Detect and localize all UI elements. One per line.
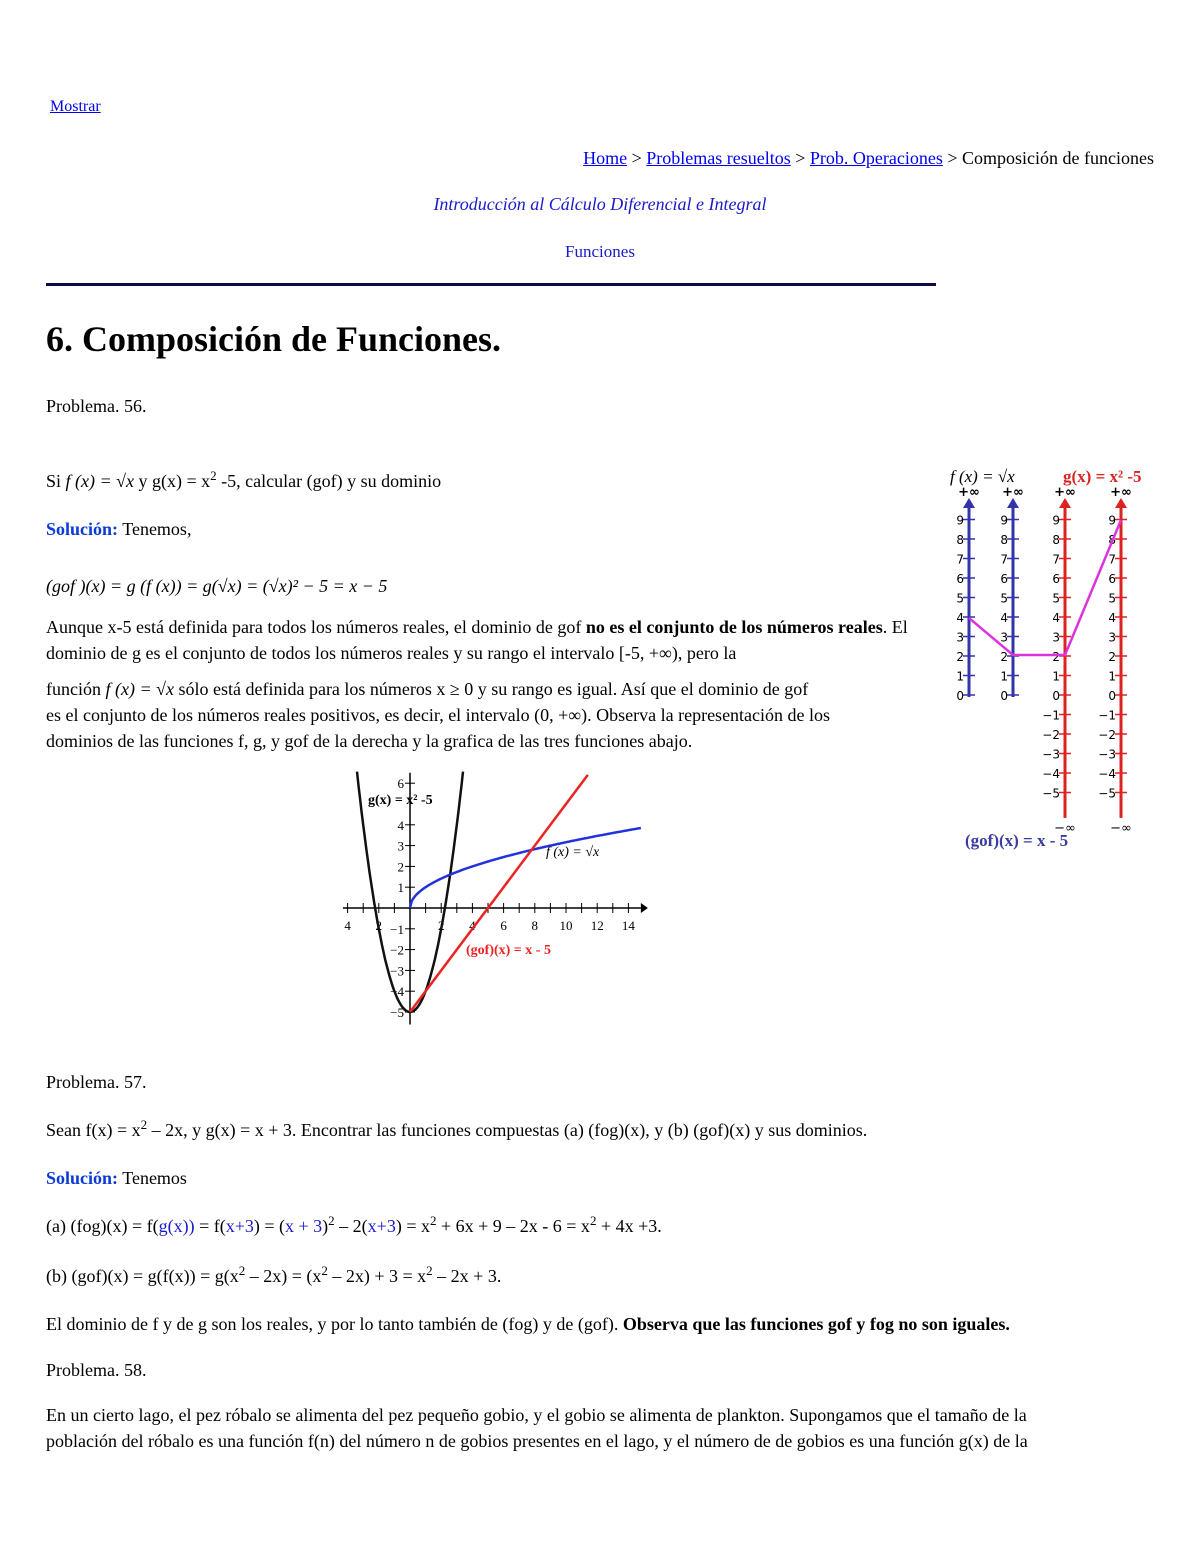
gof-graph-label: (gof)(x) = x - 5 xyxy=(466,943,551,958)
exponent: 2 xyxy=(426,1263,433,1278)
composition-formula: (gof )(x) = g (f (x)) = g(√x) = (√x)² − 5 = x − 5 xyxy=(46,576,388,596)
tick-label: 7 xyxy=(1000,552,1008,567)
section-title: Funciones xyxy=(565,242,635,261)
statement-text: Sean f(x) = x xyxy=(46,1120,141,1140)
math-text: ) xyxy=(322,1216,329,1236)
minus-infinity-label: −∞ xyxy=(1110,820,1132,836)
problem-57-conclusion xyxy=(46,1311,1010,1337)
tick-label: −4 xyxy=(1042,767,1060,781)
problem-57-statement xyxy=(46,1117,867,1143)
gof-line xyxy=(410,775,588,1012)
tick-label: 4 xyxy=(1000,611,1008,625)
math-text: + 6x + 9 – 2x - 6 = x xyxy=(436,1216,590,1236)
x-tick-label: 4 xyxy=(344,918,351,933)
plus-infinity-label: +∞ xyxy=(1110,485,1132,500)
tick-label: 4 xyxy=(1052,611,1060,625)
math-text: – 2x) + 3 = x xyxy=(327,1266,427,1286)
math-highlight: x+3 xyxy=(225,1216,254,1236)
breadcrumb xyxy=(583,148,1154,169)
y-tick-label: −5 xyxy=(390,1005,404,1020)
paragraph-text: En un cierto lago, el pez róbalo se alimenta del pez pequeño gobio, y el gobio se alimenta de plankton. Supongamos que el tamaño de la xyxy=(46,1405,1027,1425)
mapping-path xyxy=(969,520,1121,655)
problem-56-statement xyxy=(46,468,441,494)
y-tick-label: −4 xyxy=(390,984,404,1000)
x-tick-label: 2 xyxy=(375,918,383,933)
breadcrumb-sep: > xyxy=(790,148,810,168)
tick-label: 8 xyxy=(1052,533,1060,547)
breadcrumb-home[interactable]: Home xyxy=(583,148,628,168)
tick-label: 5 xyxy=(956,591,964,606)
x-tick-label: 12 xyxy=(590,918,604,933)
paragraph-text: Aunque x-5 está definida para todos los números reales, el dominio de gof xyxy=(46,617,586,637)
tick-label: 5 xyxy=(1108,591,1116,606)
domains-diagram xyxy=(945,458,1170,858)
g-label: g(x) = x² -5 xyxy=(1063,467,1142,486)
tick-label: 4 xyxy=(956,611,964,625)
tick-label: 1 xyxy=(956,669,964,684)
statement-rest: -5, calcular (gof) y su dominio xyxy=(221,471,442,491)
tick-label: 2 xyxy=(1108,650,1116,664)
f-graph-label: f (x) = √x xyxy=(546,845,600,860)
math-highlight: x+3 xyxy=(367,1216,396,1236)
exponent: 2 xyxy=(328,1213,335,1228)
tick-label: 2 xyxy=(1052,650,1060,664)
exponent: 2 xyxy=(429,1213,437,1228)
tick-label: −4 xyxy=(1098,767,1116,781)
f-label: f (x) = √x xyxy=(950,467,1015,486)
g-definition: y g(x) = x xyxy=(138,471,211,491)
tick-label: −3 xyxy=(1098,747,1116,762)
tick-label: 8 xyxy=(1108,533,1116,547)
tick-label: −1 xyxy=(1042,708,1060,723)
math-text: = f( xyxy=(194,1216,226,1236)
tick-label: 3 xyxy=(1108,630,1116,645)
y-tick-label: 6 xyxy=(397,776,404,792)
si-text: Si xyxy=(46,471,62,491)
f-definition: f (x) = √x xyxy=(105,679,174,699)
tick-label: 3 xyxy=(1000,630,1008,645)
breadcrumb-sep: > xyxy=(627,148,647,168)
tenemos-text: Tenemos, xyxy=(122,519,192,539)
page-title: 6. Composición de Funciones. xyxy=(46,319,502,359)
y-tick-label: −1 xyxy=(390,921,404,937)
tick-label: −2 xyxy=(1042,728,1060,742)
x-tick-label: 10 xyxy=(559,918,573,933)
paragraph-text: sólo está definida para los números x ≥ 0 y su rango es igual. Así que el dominio de gof xyxy=(178,679,809,699)
breadcrumb-problemas[interactable]: Problemas resueltos xyxy=(646,148,791,168)
problem-58-text xyxy=(46,1402,1166,1454)
tick-label: 4 xyxy=(1108,611,1116,625)
y-tick-label: 4 xyxy=(397,817,404,833)
breadcrumb-prob-operaciones[interactable]: Prob. Operaciones xyxy=(809,148,943,168)
math-text: – 2( xyxy=(334,1216,368,1236)
header-divider xyxy=(46,283,936,286)
emphasis-text: no es el conjunto de los números reales xyxy=(585,617,883,637)
x-tick-label: 14 xyxy=(621,918,635,933)
solucion-label: Solución: xyxy=(46,519,119,539)
tick-label: 2 xyxy=(956,650,964,664)
math-text: ) = ( xyxy=(253,1216,286,1236)
x-tick-label: 2 xyxy=(437,918,445,933)
problem-56-label: Problema. 56. xyxy=(46,396,147,416)
tick-label: 6 xyxy=(1052,572,1060,586)
tick-label: 5 xyxy=(1000,591,1008,606)
minus-infinity-label: −∞ xyxy=(1054,820,1076,836)
gof-derivation xyxy=(46,1263,501,1289)
tick-label: 0 xyxy=(956,689,964,703)
paragraph-text: población del róbalo es una función f(n) del número n de gobios presentes en el lago, y el número de de gobios es una función g(x) de la xyxy=(46,1431,1028,1451)
tick-label: 9 xyxy=(1000,513,1008,528)
tick-label: 7 xyxy=(956,552,964,567)
math-text: ) = x xyxy=(395,1216,430,1236)
tick-label: 1 xyxy=(1000,669,1008,684)
f-definition: f (x) = √x xyxy=(65,471,135,491)
math-text: + 4x +3. xyxy=(596,1216,662,1236)
exponent: 2 xyxy=(210,468,217,483)
math-text: – 2x) = (x xyxy=(245,1266,322,1286)
functions-graph xyxy=(338,766,648,1028)
solucion-label: Solución: xyxy=(46,1168,119,1188)
tick-label: 9 xyxy=(1052,513,1060,528)
domain-paragraph xyxy=(46,614,938,666)
y-tick-label: 3 xyxy=(397,838,404,854)
tick-label: −2 xyxy=(1098,728,1116,742)
paragraph-text: El dominio de f y de g son los reales, y por lo tanto también de (fog) y de (gof). xyxy=(46,1314,623,1334)
paragraph-text: función xyxy=(46,679,101,699)
x-tick-label: 4 xyxy=(469,918,476,933)
plus-infinity-label: +∞ xyxy=(958,485,980,500)
emphasis-text: Observa que las funciones gof y fog no son iguales. xyxy=(622,1314,1010,1334)
exponent: 2 xyxy=(140,1117,148,1132)
y-tick-label: 1 xyxy=(397,880,404,896)
tick-label: −3 xyxy=(1042,747,1060,762)
plus-infinity-label: +∞ xyxy=(1002,485,1024,500)
fog-derivation xyxy=(46,1213,662,1239)
solution-56 xyxy=(46,516,191,542)
problem-57-label: Problema. 57. xyxy=(46,1072,147,1092)
tick-label: 0 xyxy=(1000,689,1008,703)
statement-text: – 2x, y g(x) = x + 3. Encontrar las funciones compuestas (a) (fog)(x), y (b) (gof)(x) y sus dominios. xyxy=(147,1120,868,1140)
problem-58-label: Problema. 58. xyxy=(46,1360,147,1380)
exponent: 2 xyxy=(321,1263,328,1278)
math-highlight: x + 3 xyxy=(285,1216,323,1236)
tick-label: 2 xyxy=(1000,650,1008,664)
tick-label: −5 xyxy=(1042,786,1060,801)
tick-label: 1 xyxy=(1052,669,1060,684)
tick-label: 7 xyxy=(1108,552,1116,567)
paragraph-text: dominios de las funciones f, g, y gof de la derecha y la grafica de las tres funciones abajo. xyxy=(46,731,693,751)
y-tick-label: −3 xyxy=(390,963,404,979)
tick-label: 8 xyxy=(1000,533,1008,547)
y-tick-label: −2 xyxy=(390,942,404,958)
plus-infinity-label: +∞ xyxy=(1054,485,1076,500)
breadcrumb-sep: > xyxy=(942,148,963,168)
math-text: (b) (gof)(x) = g(f(x)) = g(x xyxy=(46,1266,239,1286)
tick-label: 9 xyxy=(956,513,964,528)
math-highlight: g(x)) xyxy=(158,1216,195,1236)
tick-label: 6 xyxy=(956,572,964,586)
tick-label: 0 xyxy=(1052,689,1060,703)
tick-label: −5 xyxy=(1098,786,1116,801)
course-title: Introducción al Cálculo Diferencial e Integral xyxy=(433,194,767,214)
y-tick-label: 2 xyxy=(397,859,404,875)
x-tick-label: 6 xyxy=(500,918,507,933)
f-curve xyxy=(410,828,641,908)
paragraph-text: . El dominio de g es el conjunto de todos los números reales y su rango el intervalo [-5, +∞), pero la xyxy=(46,617,908,663)
domain-paragraph-2 xyxy=(46,676,938,754)
mostrar-link[interactable]: Mostrar xyxy=(50,98,101,115)
x-tick-label: 8 xyxy=(531,918,539,933)
breadcrumb-current: Composición de funciones xyxy=(962,148,1154,168)
math-text: – 2x + 3. xyxy=(432,1266,502,1286)
math-text: (a) (fog)(x) = f( xyxy=(46,1216,159,1236)
tick-label: 1 xyxy=(1108,669,1116,684)
tick-label: 9 xyxy=(1108,513,1116,528)
solution-57 xyxy=(46,1165,187,1191)
paragraph-text: es el conjunto de los números reales positivos, es decir, el intervalo (0, +∞). Observa la representación de los xyxy=(46,705,831,725)
tenemos-text: Tenemos xyxy=(122,1168,187,1188)
tick-label: 3 xyxy=(956,630,964,645)
gof-label: (gof)(x) = x - 5 xyxy=(965,831,1069,850)
tick-label: 7 xyxy=(1052,552,1060,567)
exponent: 2 xyxy=(589,1213,597,1228)
tick-label: 0 xyxy=(1108,689,1116,703)
tick-label: 5 xyxy=(1052,591,1060,606)
exponent: 2 xyxy=(238,1263,246,1278)
tick-label: 3 xyxy=(1052,630,1060,645)
tick-label: 8 xyxy=(956,533,964,547)
g-graph-label: g(x) = x² -5 xyxy=(368,793,433,808)
arrow-icon xyxy=(641,903,648,913)
tick-label: 6 xyxy=(1000,572,1008,586)
tick-label: 6 xyxy=(1108,572,1116,586)
tick-label: −1 xyxy=(1098,708,1116,723)
